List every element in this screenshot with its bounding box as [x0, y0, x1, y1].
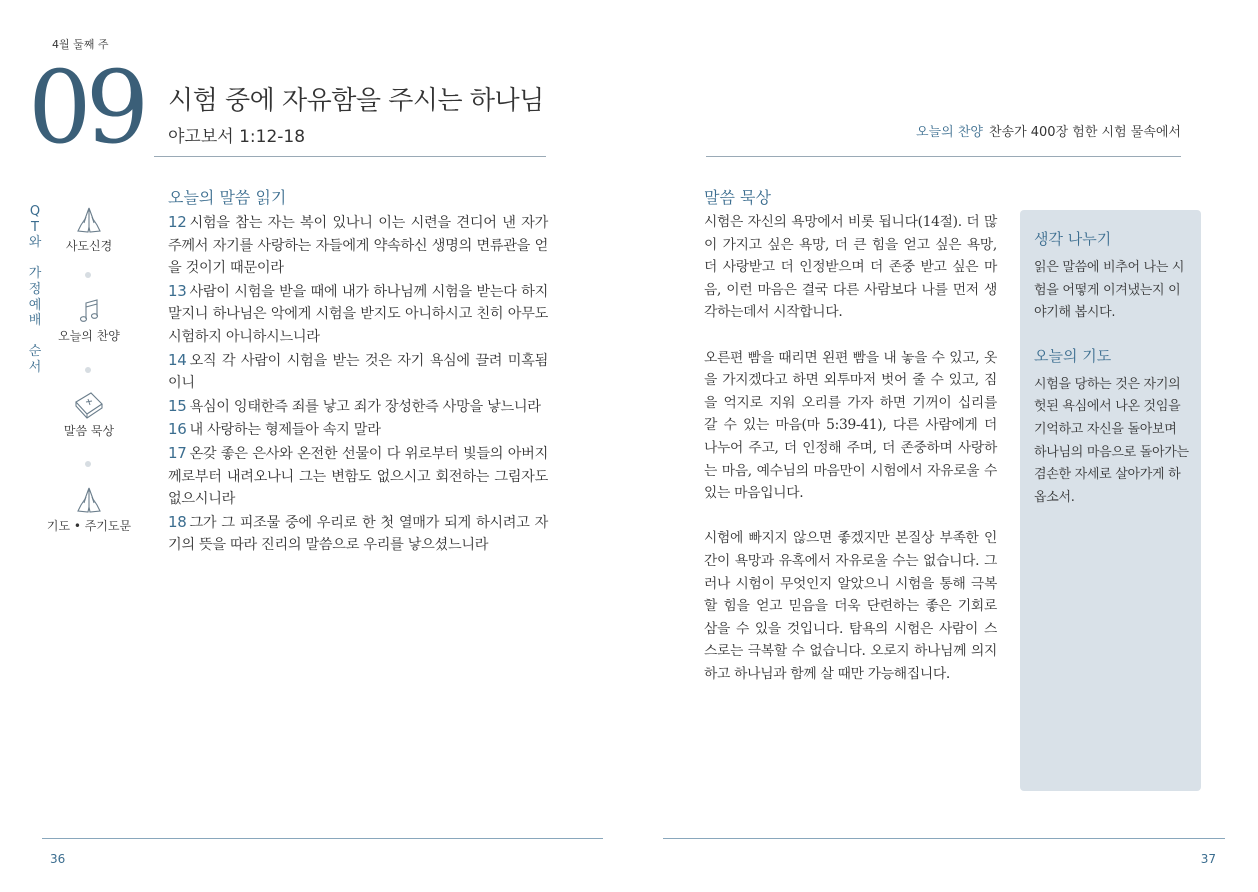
- hymn-label: 오늘의 찬양: [916, 125, 983, 140]
- verse: 15 욕심이 잉태한즉 죄를 낳고 죄가 장성한즉 사망을 낳느니라: [168, 396, 541, 415]
- verse: 18 그가 그 피조물 중에 우리로 한 첫 열매가 되게 하시려고 자기의 뜻을 따라 진리의 말씀으로 우리를 낳으셨느니라: [168, 512, 548, 554]
- prayer-heading: 오늘의 기도: [1034, 346, 1112, 365]
- hymn-line: [916, 121, 1181, 140]
- hymn-title: 찬송가 400장 험한 시험 물속에서: [988, 125, 1181, 140]
- verse: 12 시험을 참는 자는 복이 있나니 이는 시련을 견디어 낸 자가 주께서 자기를 사랑하는 자들에게 약속하신 생명의 면류관을 얻을 것이기 때문이라: [168, 213, 548, 277]
- order-item-hymn: 오늘의 찬양: [44, 297, 134, 344]
- share-heading: 생각 나누기: [1034, 230, 1112, 248]
- order-item-prayer: 기도 • 주기도문: [44, 485, 134, 534]
- meditation-text: [704, 211, 997, 708]
- verse: 14 오직 각 사람이 시험을 받는 것은 자기 욕심에 끌려 미혹됨이니: [168, 350, 548, 392]
- prayer-text: 시험을 당하는 것은 자기의 헛된 욕심에서 나온 것임을 기억하고 자신을 돌아보며 하나님의 마음으로 돌아가는 겸손한 자세로 살아가게 하옵소서.: [1034, 376, 1189, 505]
- footer-divider: [663, 838, 1225, 839]
- separator-dot: [85, 367, 91, 373]
- separator-dot: [85, 272, 91, 278]
- reading-heading: 오늘의 말씀 읽기: [168, 188, 287, 207]
- praying-hands-icon: [74, 485, 104, 515]
- paragraph: 시험은 자신의 욕망에서 비롯 됩니다(14절). 더 많이 가지고 싶은 욕망, 더 큰 힘을 얻고 싶은 욕망, 더 사랑받고 더 인정받으며 더 존중 받고 싶은 마음, 이런 마음은 결국 다른 사람보다 나를 먼저 생각하는데서 시작합니다.: [704, 214, 997, 321]
- footer-divider: [42, 838, 603, 839]
- scripture-text: [168, 211, 548, 557]
- bible-icon: [73, 390, 105, 420]
- week-label: 4월 둘째 주: [52, 38, 109, 51]
- day-number: 09: [28, 49, 144, 166]
- reflection-box: [1020, 210, 1201, 791]
- scripture-reference: 야고보서 1:12-18: [168, 127, 306, 147]
- page-title: 시험 중에 자유함을 주시는 하나님: [168, 86, 544, 116]
- page-number: 37: [1200, 852, 1216, 866]
- order-item-meditation: 말씀 묵상: [44, 390, 134, 439]
- verse: 16 내 사랑하는 형제들아 속지 말라: [168, 420, 381, 439]
- paragraph: 오른편 빰을 때리면 왼편 빰을 내 놓을 수 있고, 옷을 가지겠다고 하면 외투마저 벗어 줄 수 있고, 짐을 억지로 지워 오리를 가자 하면 기꺼이 십리를 갈 수 있는 마음(마 5:39-41), 다른 사람에게 더 나누어 주고, 더 인정해 주며, 더 존중하며 사랑하는 마음, 예수님의 마음만이 시험에서 자유로울 수 있는 마음입니다.: [704, 349, 997, 502]
- vertical-title: Q T 와 가 정 예 배 순 서: [28, 204, 42, 375]
- paragraph: 시험에 빠지지 않으면 좋겠지만 본질상 부족한 인간이 욕망과 유혹에서 자유로울 수는 없습니다. 그러나 시험이 무엇인지 알았으니 시험을 통해 극복할 힘을 얻고 믿음을 더욱 단련하는 좋은 기회로 삼을 수 있을 것입니다. 탐욕의 시험은 사람이 스스로는 극복할 수 없습니다. 오로지 하나님께 의지하고 하나님과 함께 살 때만 가능해집니다.: [704, 530, 997, 682]
- divider: [154, 156, 546, 157]
- verse: 17 온갖 좋은 은사와 온전한 선물이 다 위로부터 빛들의 아버지께로부터 내려오나니 그는 변함도 없으시고 회전하는 그림자도 없으시니라: [168, 443, 548, 508]
- meditation-heading: 말씀 묵상: [704, 188, 771, 207]
- divider: [706, 156, 1181, 157]
- share-text: 읽은 말씀에 비추어 나는 시험을 어떻게 이겨냈는지 이야기해 봅시다.: [1034, 260, 1185, 321]
- page-number: 36: [50, 852, 66, 866]
- separator-dot: [85, 461, 91, 467]
- order-item-creed: 사도신경: [44, 205, 134, 254]
- music-note-icon: [74, 297, 104, 325]
- praying-hands-icon: [74, 205, 104, 235]
- verse: 13 사람이 시험을 받을 때에 내가 하나님께 시험을 받는다 하지 말지니 하나님은 악에게 시험을 받지도 아니하시고 친히 아무도 시험하지 아니하시느니라: [168, 281, 548, 345]
